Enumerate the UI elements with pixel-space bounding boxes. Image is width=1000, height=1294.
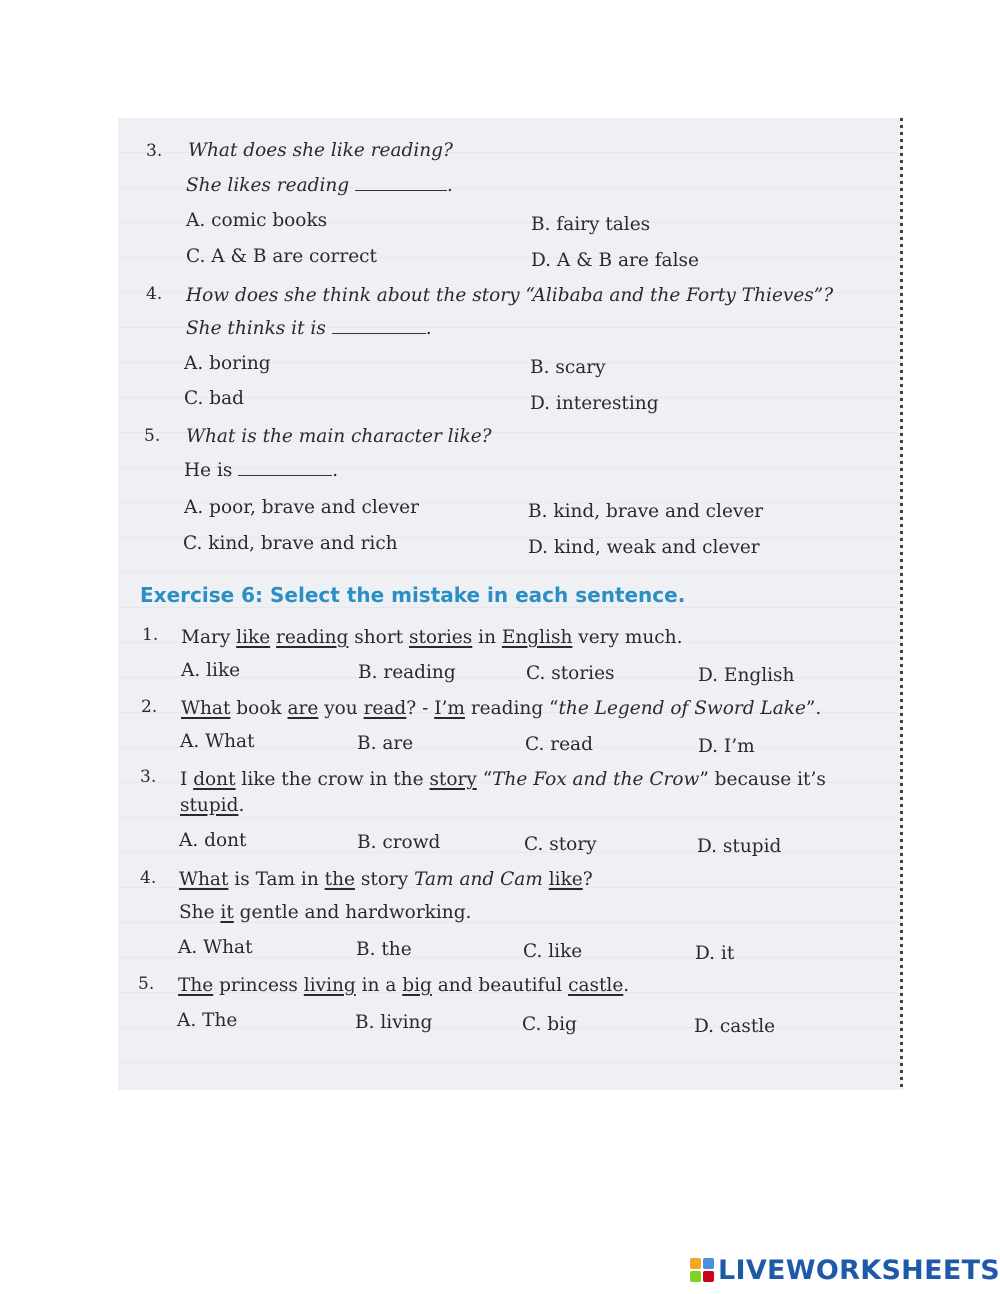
q3-option-c[interactable]: C. A & B are correct [186, 246, 377, 267]
q5-option-a[interactable]: A. poor, brave and clever [184, 497, 419, 518]
logo-square-3 [690, 1271, 701, 1282]
ex6-item4-number: 4. [140, 868, 157, 888]
q4-number: 4. [146, 284, 163, 304]
logo-grid-icon [690, 1258, 714, 1282]
q5-stem: He is . [184, 460, 339, 481]
ex6-item1-option-a[interactable]: A. like [181, 660, 241, 681]
ex6-item3-number: 3. [140, 767, 157, 787]
ex6-item2-sentence: What book are you read? - I’m reading “the Legend of Sword Lake”. [181, 698, 822, 719]
logo-square-2 [703, 1258, 714, 1269]
q3-question: What does she like reading? [188, 140, 453, 161]
q3-blank[interactable] [355, 176, 447, 191]
q4-question: How does she think about the story “Alibaba and the Forty Thieves”? [186, 285, 834, 306]
logo-square-1 [690, 1258, 701, 1269]
ex6-item5-number: 5. [138, 974, 155, 994]
ex6-item5-sentence: The princess living in a big and beautiful castle. [178, 975, 630, 996]
ex6-item1-sentence: Mary like reading short stories in English very much. [181, 627, 683, 648]
ex6-item3-option-a[interactable]: A. dont [179, 830, 247, 851]
ex6-item1-number: 1. [142, 625, 159, 645]
ex6-item3-option-c[interactable]: C. story [524, 834, 597, 855]
q3-stem: She likes reading . [186, 175, 453, 196]
ex6-item3-option-d[interactable]: D. stupid [697, 836, 782, 857]
q3-option-d[interactable]: D. A & B are false [531, 250, 699, 271]
q5-question: What is the main character like? [186, 426, 492, 447]
ex6-item5-option-b[interactable]: B. living [355, 1012, 433, 1033]
q5-option-b[interactable]: B. kind, brave and clever [528, 501, 764, 522]
q4-option-a[interactable]: A. boring [184, 353, 271, 374]
exercise-6-title: Exercise 6: Select the mistake in each sentence. [140, 583, 686, 607]
ex6-item1-underline-c: stories [408, 627, 473, 648]
q5-option-c[interactable]: C. kind, brave and rich [183, 533, 398, 554]
q4-option-d[interactable]: D. interesting [530, 393, 659, 414]
q4-option-c[interactable]: C. bad [184, 388, 244, 409]
ex6-item3-sentence-line2: stupid. [180, 795, 245, 816]
ex6-item5-option-d[interactable]: D. castle [694, 1016, 776, 1037]
q5-blank[interactable] [238, 461, 332, 476]
q5-option-d[interactable]: D. kind, weak and clever [528, 537, 760, 558]
ex6-item2-option-c[interactable]: C. read [525, 734, 593, 755]
ex6-item2-option-d[interactable]: D. I’m [698, 736, 755, 757]
q4-blank[interactable] [332, 319, 426, 334]
ex6-item4-option-c[interactable]: C. like [523, 941, 583, 962]
ex6-item4-option-d[interactable]: D. it [695, 943, 735, 964]
q5-number: 5. [144, 426, 161, 446]
ex6-item4-option-b[interactable]: B. the [356, 939, 412, 960]
ex6-item4-sentence: What is Tam in the story Tam and Cam like? [179, 869, 593, 890]
ex6-item4-sentence-line2: She it gentle and hardworking. [179, 902, 472, 923]
logo-text: LIVEWORKSHEETS [718, 1254, 1000, 1286]
q3-option-a[interactable]: A. comic books [186, 210, 328, 231]
logo-square-4 [703, 1271, 714, 1282]
ex6-item1-option-d[interactable]: D. English [698, 665, 795, 686]
ex6-item3-option-b[interactable]: B. crowd [357, 832, 441, 853]
ex6-item5-option-a[interactable]: A. The [177, 1010, 238, 1031]
ex6-item5-option-c[interactable]: C. big [522, 1014, 577, 1035]
ex6-item1-underline-a: like [236, 627, 271, 648]
ex6-item2-option-a[interactable]: A. What [180, 731, 255, 752]
ex6-item2-option-b[interactable]: B. are [357, 733, 414, 754]
ex6-item1-underline-d: English [501, 627, 573, 648]
ex6-item1-underline-b: reading [276, 627, 349, 648]
q4-stem: She thinks it is . [186, 318, 432, 339]
ex6-item4-option-a[interactable]: A. What [178, 937, 253, 958]
ex6-item2-number: 2. [141, 697, 158, 717]
ex6-item1-option-c[interactable]: C. stories [526, 663, 615, 684]
q4-option-b[interactable]: B. scary [530, 357, 606, 378]
ex6-item1-option-b[interactable]: B. reading [358, 662, 456, 683]
q3-option-b[interactable]: B. fairy tales [531, 214, 651, 235]
liveworksheets-logo[interactable] [690, 1253, 1000, 1287]
ex6-item3-sentence: I dont like the crow in the story “The Fox and the Crow” because it’s [180, 769, 826, 790]
q3-number: 3. [146, 141, 163, 161]
